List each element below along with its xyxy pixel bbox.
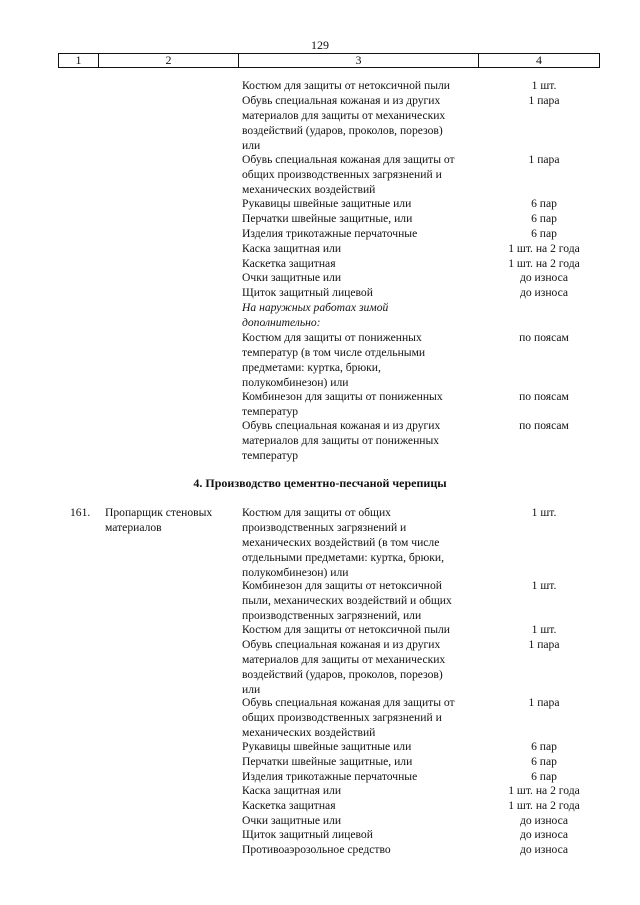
item-quantity: по поясам [519,419,569,433]
entry-number: 161. [70,506,91,519]
item-name-line: воздействий (ударов, проколов, порезов) [242,123,443,137]
item-quantity: 6 пар [531,197,557,211]
item-name [242,637,494,697]
item-name-line: Костюм для защиты от общих [242,506,391,519]
item-name-line: Костюм для защиты от нетоксичной пыли [242,623,451,637]
entry-profession [105,505,235,535]
item-quantity: 1 шт. на 2 года [508,799,580,812]
header-col-1: 1 [59,54,99,67]
item-quantity: по поясам [519,389,569,403]
item-name-line: Каска защитная или [242,241,342,255]
header-col-4: 4 [536,53,542,67]
item-name-line: предметами: куртка, брюки, [242,360,381,374]
item-name [242,754,494,769]
item-name-line: Рукавицы швейные защитные или [242,740,412,754]
item-name-line: материалов для защиты от механических [242,652,446,666]
item-name [242,78,494,93]
item-name-line: или [242,138,261,152]
item-name-line: На наружных работах зимой [242,301,389,314]
item-name-line: Щиток защитный лицевой [242,286,373,300]
item-name [242,769,494,784]
item-name [242,739,494,754]
item-name [242,226,494,241]
item-quantity: 1 шт. [531,623,557,637]
item-name-line: общих производственных загрязнений и [242,168,442,181]
item-quantity: до износа [519,842,569,856]
item-quantity: 6 пар [531,212,557,226]
item-name [242,842,494,857]
item-name-line: Рукавицы швейные защитные или [242,197,412,211]
item-name-line: или [242,682,261,696]
item-name [242,813,494,828]
item-name-line: Перчатки швейные защитные, или [242,755,413,769]
item-quantity: 1 пара [528,696,560,710]
header-col-3: 3 [239,54,479,67]
item-name-line: Изделия трикотажные перчаточные [242,769,418,783]
item-name-line: механических воздействий (в том числе [242,536,440,549]
table-header [58,53,600,68]
item-name [242,270,494,285]
item-name-line: Комбинезон для защиты от нетоксичной [242,579,443,593]
item-name [242,505,494,580]
item-name-line: производственных загрязнений, или [242,609,422,623]
item-name-line: воздействий (ударов, проколов, порезов) [242,667,443,681]
item-quantity: 6 пар [531,227,557,240]
item-quantity: до износа [519,286,569,300]
item-name-line: Костюм для защиты от пониженных [242,330,422,344]
header-col-2: 2 [99,54,239,67]
item-quantity: 1 шт. [531,506,557,519]
item-name-line: температур [242,404,299,418]
item-name [242,241,494,256]
item-name [242,622,494,637]
item-quantity: 1 пара [528,153,560,166]
item-name-line: Противоаэрозольное средство [242,842,391,856]
item-quantity: 6 пар [531,740,557,754]
item-quantity: 6 пар [531,769,557,783]
item-name-line: производственных загрязнений и [242,521,407,534]
item-name [242,196,494,211]
item-name-line: Комбинезон для защиты от пониженных [242,389,443,403]
item-name-line: общих производственных загрязнений и [242,711,442,725]
item-name [242,783,494,798]
item-name-line: Щиток защитный лицевой [242,828,373,842]
item-name-line: Изделия трикотажные перчаточные [242,227,418,240]
item-name-line: Обувь специальная кожаная для защиты от [242,153,455,166]
item-name-line: полукомбинезон) или [242,566,349,579]
page-number: 129 [311,38,329,52]
item-name-line: Обувь специальная кожаная и из других [242,637,441,651]
section-title: 4. Производство цементно-песчаной черепицы [193,476,447,490]
item-quantity: 1 шт. на 2 года [508,256,580,270]
item-quantity: 1 шт. [531,579,557,593]
item-name [242,695,494,740]
item-name-line: Очки защитные или [242,813,342,827]
item-name-line: Перчатки швейные защитные, или [242,212,413,226]
item-quantity: по поясам [519,330,569,344]
item-name [242,256,494,271]
item-name [242,93,494,153]
item-name-line: механических воздействий [242,183,376,196]
item-name [242,578,494,623]
item-name-line: Каскетка защитная [242,256,336,270]
item-quantity: 1 пара [528,93,560,107]
item-name [242,152,494,197]
item-quantity: 1 шт. на 2 года [508,241,580,255]
item-quantity: 1 шт. на 2 года [508,784,580,798]
item-name-line: Обувь специальная кожаная и из других [242,93,441,107]
item-quantity: до износа [519,828,569,842]
item-name-line: Каскетка защитная [242,799,336,812]
item-quantity: 6 пар [531,755,557,769]
item-name-line: дополнительно: [242,316,321,329]
item-name [242,827,494,842]
item-name-line: материалов для защиты от пониженных [242,434,440,448]
item-quantity: 1 пара [528,637,560,651]
profession-line: Пропарщик стеновых [105,506,213,519]
item-name-line: материалов для защиты от механических [242,108,446,122]
item-name [242,211,494,226]
item-quantity: до износа [519,271,569,285]
item-name-line: полукомбинезон) или [242,375,349,389]
item-name [242,418,494,463]
item-name-line: Обувь специальная кожаная для защиты от [242,696,455,710]
item-name-line: отдельными предметами: куртка, брюки, [242,551,444,564]
item-name [242,798,494,813]
item-quantity: до износа [519,813,569,827]
item-name-line: механических воздействий [242,726,376,740]
item-name-line: Обувь специальная кожаная и из других [242,419,441,433]
item-quantity: 1 шт. [531,79,557,92]
item-name [242,300,494,330]
item-name-line: Очки защитные или [242,271,342,285]
item-name [242,330,494,390]
item-name-line: Костюм для защиты от нетоксичной пыли [242,79,451,92]
item-name-line: температур (в том числе отдельными [242,345,426,359]
profession-line: материалов [105,521,162,534]
item-name-line: пыли, механических воздействий и общих [242,594,452,608]
item-name-line: температур [242,449,299,463]
item-name [242,389,494,419]
item-name [242,285,494,300]
item-name-line: Каска защитная или [242,784,342,798]
